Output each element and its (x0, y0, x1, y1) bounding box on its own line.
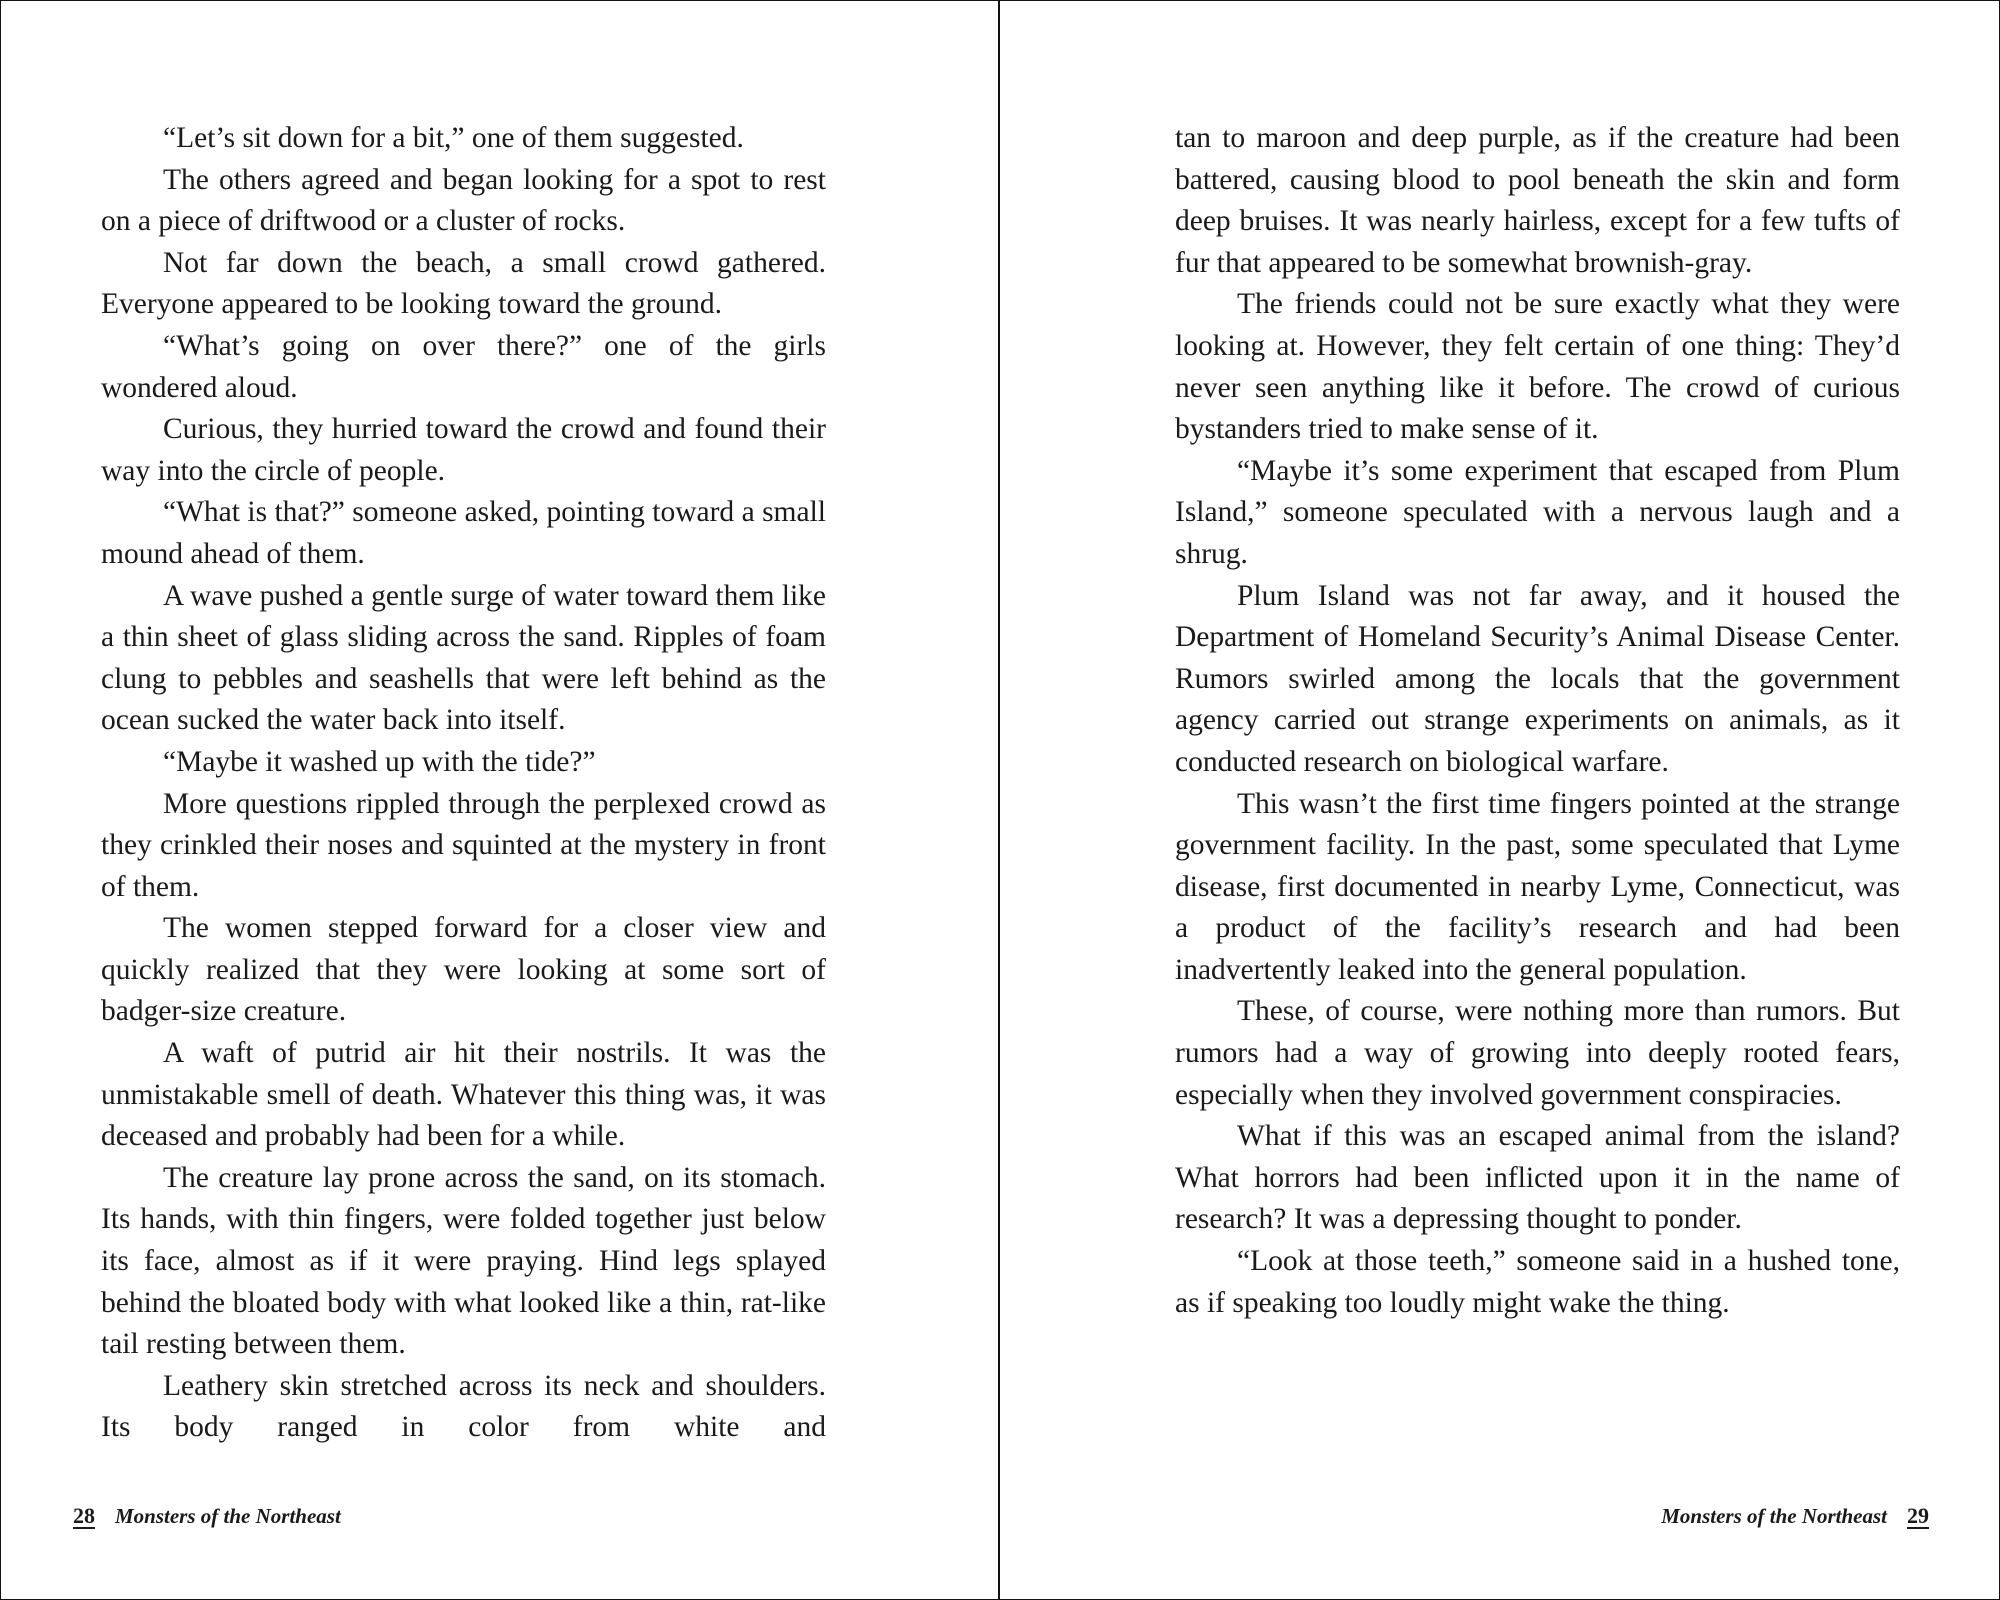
paragraph: What if this was an escaped animal from the island? What horrors had been inflicted upon it in the name of research? It was a depressing thought to ponder. (1175, 1120, 1900, 1236)
paragraph: The friends could not be sure exactly what they were looking at. However, they felt certain of one thing: They’d never seen anything like it before. The crowd of curious bystanders tried to make sense of it. (1175, 288, 1900, 446)
page-number: 29 (1907, 1503, 1929, 1528)
paragraph: “What is that?” someone asked, pointing toward a small mound ahead of them. (101, 496, 826, 570)
right-page-footer (1661, 1503, 1929, 1529)
paragraph: Curious, they hurried toward the crowd and found their way into the circle of people. (101, 413, 826, 487)
paragraph: These, of course, were nothing more than rumors. But rumors had a way of growing into deeply rooted fears, especially when they involved government conspiracies. (1175, 995, 1900, 1111)
paragraph: This wasn’t the first time fingers pointed at the strange government facility. In the past, some speculated that Lyme disease, first documented in nearby Lyme, Connecticut, was a product of the facility’s research and had been inadvertently leaked into the general population. (1175, 787, 1900, 986)
paragraph: Plum Island was not far away, and it housed the Department of Homeland Security’s Animal Disease Center. Rumors swirled among the locals that the government agency carried out strange experiments on animals, as it conducted research on biological warfare. (1175, 579, 1900, 778)
running-title: Monsters of the Northeast (115, 1504, 341, 1528)
paragraph: “Maybe it’s some experiment that escaped from Plum Island,” someone speculated with a nervous laugh and a shrug. (1175, 454, 1900, 570)
left-page-footer (73, 1503, 341, 1529)
paragraph: Leathery skin stretched across its neck and shoulders. Its body ranged in color from white and (101, 1369, 826, 1444)
paragraph: More questions rippled through the perplexed crowd as they crinkled their noses and squinted at the mystery in front of them. (101, 787, 826, 903)
paragraph: “Look at those teeth,” someone said in a hushed tone, as if speaking too loudly might wake the thing. (1175, 1245, 1900, 1319)
paragraph: The women stepped forward for a closer view and quickly realized that they were looking at some sort of badger-size creature. (101, 912, 826, 1028)
page-number: 28 (73, 1503, 95, 1528)
paragraph: “Let’s sit down for a bit,” one of them suggested. (163, 122, 744, 154)
right-page (1000, 1, 1999, 1599)
paragraph: tan to maroon and deep purple, as if the creature had been battered, causing blood to pool beneath the skin and form deep bruises. It was nearly hairless, except for a few tufts of fur that appeared to be somewhat brownish-gray. (1175, 122, 1900, 279)
left-page-text (101, 118, 826, 1449)
paragraph: “Maybe it washed up with the tide?” (163, 745, 596, 778)
paragraph: Not far down the beach, a small crowd gathered. Everyone appeared to be looking toward the ground. (101, 246, 826, 321)
right-page-text (1175, 118, 1900, 1324)
left-page (1, 1, 1000, 1599)
paragraph: The others agreed and began looking for a spot to rest on a piece of driftwood or a cluster of rocks. (101, 163, 826, 238)
paragraph: A waft of putrid air hit their nostrils. It was the unmistakable smell of death. Whatever this thing was, it was deceased and probably had been for a while. (101, 1037, 826, 1153)
paragraph: “What’s going on over there?” one of the girls wondered aloud. (101, 329, 826, 404)
paragraph: The creature lay prone across the sand, on its stomach. Its hands, with thin fingers, were folded together just below its face, almost as if it were praying. Hind legs splayed behind the bloated body with what looked like a thin, rat-like tail resting between them. (101, 1161, 826, 1361)
paragraph: A wave pushed a gentle surge of water toward them like a thin sheet of glass sliding across the sand. Ripples of foam clung to pebbles and seashells that were left behind as the ocean sucked the water back into itself. (101, 579, 827, 737)
running-title: Monsters of the Northeast (1661, 1504, 1887, 1528)
